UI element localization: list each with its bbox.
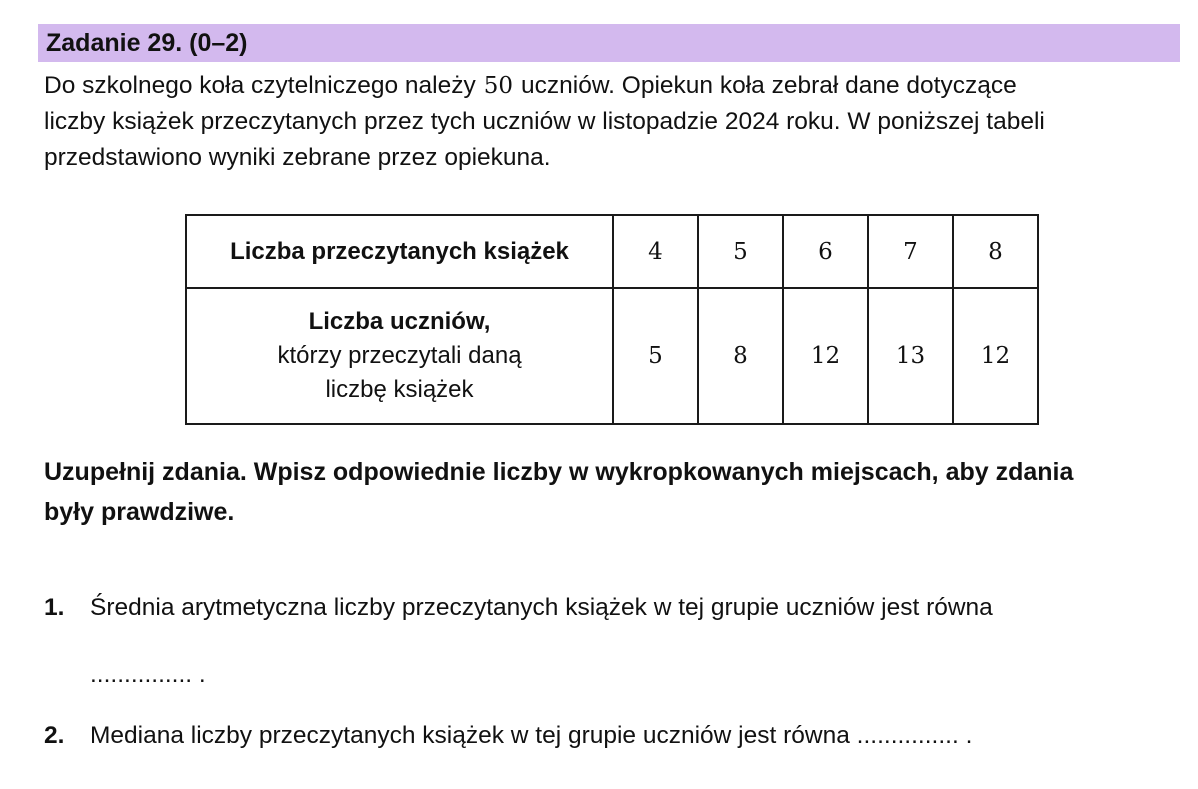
question-item-1 (44, 593, 993, 623)
books-value: 6 (783, 215, 868, 288)
intro-line-3: przedstawiono wyniki zebrane przez opiekuna. (44, 144, 551, 171)
students-row-header-line3: liczbę książek (325, 376, 474, 403)
intro-line-1 (44, 68, 1179, 104)
books-value: 4 (613, 215, 698, 288)
task-header-bar (38, 24, 1180, 62)
question-text: Mediana liczby przeczytanych książek w tej grupie uczniów jest równa (90, 722, 850, 749)
instruction-line-2: były prawdziwe. (44, 498, 235, 526)
students-value: 12 (953, 288, 1038, 424)
students-value: 13 (868, 288, 953, 424)
students-row-header-bold: Liczba uczniów, (308, 308, 491, 335)
task-title: Zadanie 29. (0–2) (46, 29, 248, 57)
intro-line-1-after: uczniów. Opiekun koła zebrał dane dotyczące (521, 72, 1017, 99)
table-row-students (186, 288, 1038, 424)
question-item-2 (44, 721, 972, 751)
instruction-line-1: Uzupełnij zdania. Wpisz odpowiednie liczby w wykropkowanych miejscach, aby zdania (44, 458, 1074, 486)
intro-line-2: liczby książek przeczytanych przez tych uczniów w listopadzie 2024 roku. W poniższej tabeli (44, 108, 1045, 135)
students-value: 12 (783, 288, 868, 424)
answer-blank-2[interactable]: ............... . (856, 722, 973, 749)
table-row-books (186, 215, 1038, 288)
books-value: 8 (953, 215, 1038, 288)
instruction-text (44, 452, 1189, 532)
student-count: 50 (483, 73, 513, 99)
students-value: 8 (698, 288, 783, 424)
books-value: 7 (868, 215, 953, 288)
answer-blank-1[interactable]: ............... . (90, 661, 206, 688)
books-row-header: Liczba przeczytanych książek (186, 215, 613, 288)
books-table (185, 214, 1039, 425)
question-number: 1. (44, 594, 65, 621)
students-row-header (186, 288, 613, 424)
question-text: Średnia arytmetyczna liczby przeczytanych książek w tej grupie uczniów jest równa (90, 594, 993, 621)
question-number: 2. (44, 722, 65, 749)
students-row-header-line2: którzy przeczytali daną (277, 342, 522, 369)
books-value: 5 (698, 215, 783, 288)
students-value: 5 (613, 288, 698, 424)
intro-paragraph (44, 68, 1179, 176)
intro-line-1-before: Do szkolnego koła czytelniczego należy (44, 72, 476, 99)
